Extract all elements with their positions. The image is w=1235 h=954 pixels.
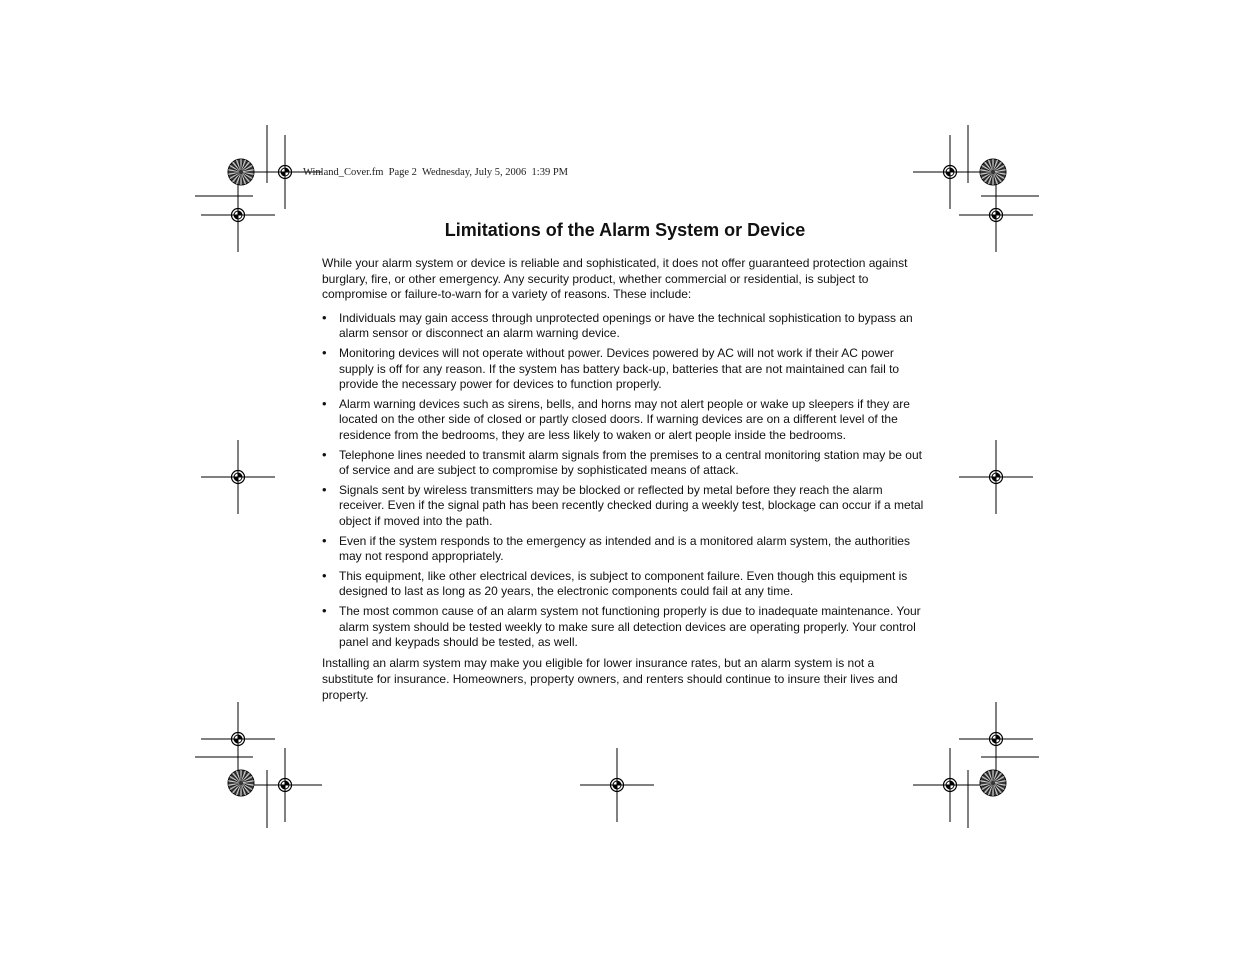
bullet-icon: • xyxy=(322,567,327,583)
list-item xyxy=(322,604,928,650)
registration-mark-icon xyxy=(201,440,275,514)
list-item-text: Telephone lines needed to transmit alarm signals from the premises to a central monitoring station may be out of service and are subject to compromise by sophisticated means of attack. xyxy=(339,447,922,477)
registration-mark-icon xyxy=(913,135,987,209)
intro-paragraph: While your alarm system or device is reliable and sophisticated, it does not offer guaranteed protection against burglary, fire, or other emergency. Any security product, whether commercial or residential, is subject to compromise or failure-to-warn for a variety of reasons. These include: xyxy=(322,256,908,302)
registration-mark-icon xyxy=(959,440,1033,514)
list-item xyxy=(322,397,928,443)
bullet-icon: • xyxy=(322,309,327,325)
slug-line: Winland_Cover.fm Page 2 Wednesday, July 5, 2006 1:39 PM xyxy=(303,167,569,178)
list-item-text: Individuals may gain access through unprotected openings or have the technical sophistication to bypass an alarm sensor or disconnect an alarm warning device. xyxy=(339,310,913,341)
registration-mark-icon xyxy=(580,748,654,822)
bullet-icon: • xyxy=(322,345,327,361)
registration-mark-icon xyxy=(959,178,1033,252)
registration-mark-icon xyxy=(201,702,275,776)
list-item xyxy=(322,569,928,600)
registration-mark-icon xyxy=(201,178,275,252)
list-item-text: Signals sent by wireless transmitters may be blocked or reflected by metal before they reach the alarm receiver. Even if the signal path has been recently checked during a weekly test, blockage can occur if a metal object if moved into the path. xyxy=(339,482,924,528)
bullet-icon: • xyxy=(322,395,327,411)
bullet-icon: • xyxy=(322,481,327,497)
registration-mark-icon xyxy=(959,702,1033,776)
bullet-icon: • xyxy=(322,532,327,548)
list-item-text: Alarm warning devices such as sirens, bells, and horns may not alert people or wake up sleepers if they are located on the other side of closed or partly closed doors. If warning devices are on a different level of the residence from the bedrooms, they are less likely to waken or alert people inside the bedrooms. xyxy=(339,396,910,442)
list-item xyxy=(322,534,928,565)
color-target-icon xyxy=(228,159,254,185)
bullet-icon: • xyxy=(322,603,327,619)
list-item xyxy=(322,483,928,529)
list-item xyxy=(322,346,928,392)
color-target-icon xyxy=(228,770,254,796)
closing-paragraph: Installing an alarm system may make you eligible for lower insurance rates, but an alarm system is not a substitute for insurance. Homeowners, property owners, and renters should continue to insure their lives and property. xyxy=(322,656,898,702)
list-item-text: This equipment, like other electrical devices, is subject to component failure. Even though this equipment is designed to last as long as 20 years, the electronic components could fail at any time. xyxy=(339,568,908,599)
list-item xyxy=(322,311,928,342)
list-item-text: The most common cause of an alarm system not functioning properly is due to inadequate maintenance. Your alarm system should be tested weekly to make sure all detection devices are operating properly. Your control panel and keypads should be tested, as well. xyxy=(339,604,921,649)
list-item xyxy=(322,448,928,479)
color-target-icon xyxy=(980,770,1006,796)
list-item-text: Even if the system responds to the emergency as intended and is a monitored alarm system, the authorities may not respond appropriately. xyxy=(339,533,910,563)
page-title: Limitations of the Alarm System or Device xyxy=(444,220,806,240)
page-content xyxy=(322,219,928,703)
registration-mark-icon xyxy=(248,748,322,822)
registration-mark-icon xyxy=(913,748,987,822)
bullet-icon: • xyxy=(322,446,327,462)
limitations-list xyxy=(322,311,928,651)
color-target-icon xyxy=(980,159,1006,185)
list-item-text: Monitoring devices will not operate without power. Devices powered by AC will not work if their AC power supply is off for any reason. If the system has battery back-up, batteries that are not maintained can fail to provide the necessary power for devices to function properly. xyxy=(339,346,900,391)
